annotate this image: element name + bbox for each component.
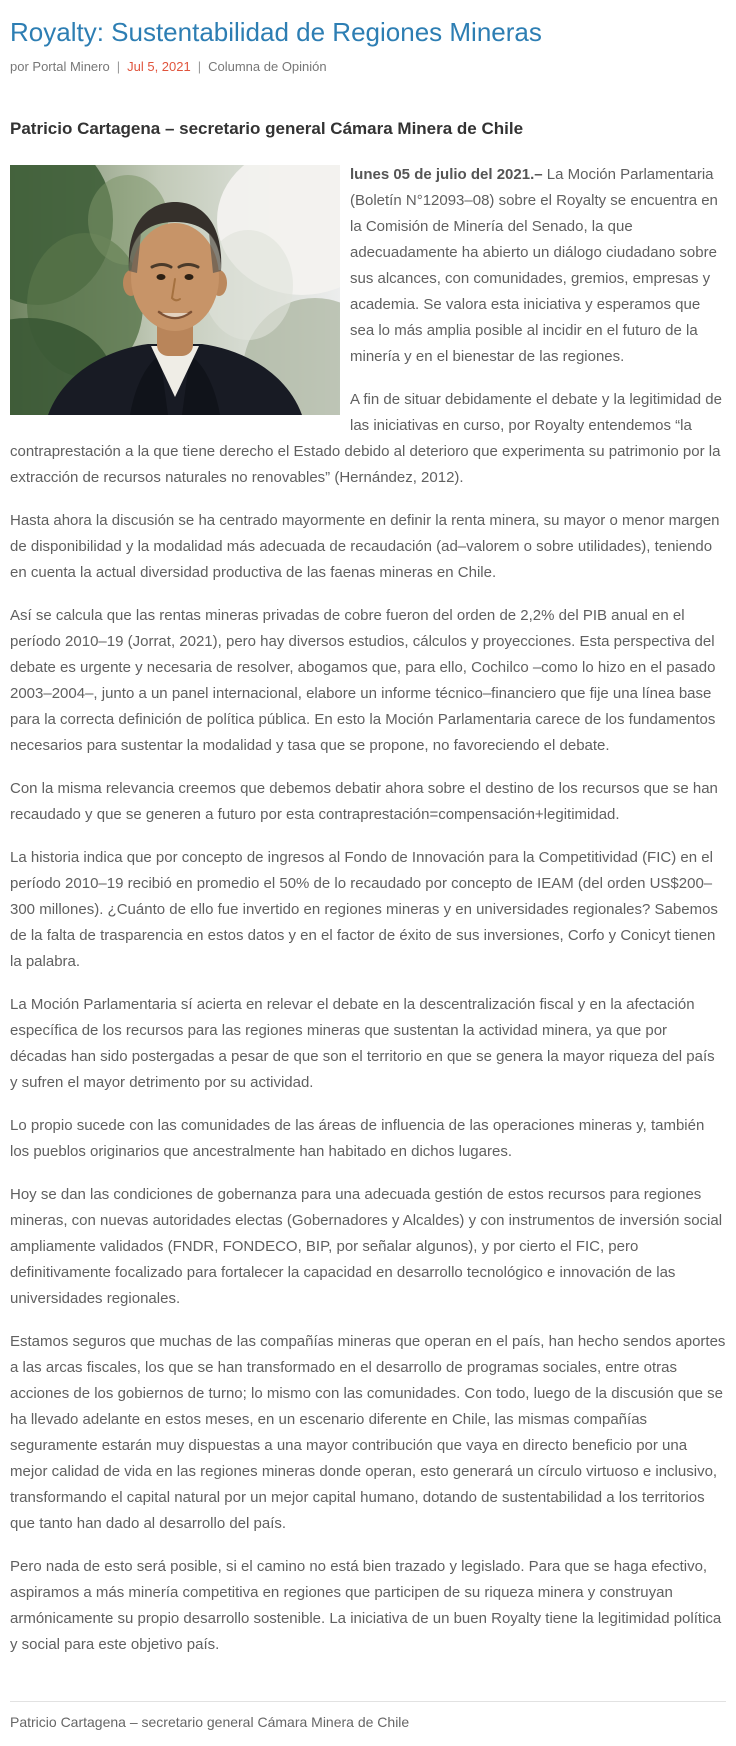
byline-author-prefix: por <box>10 58 33 74</box>
paragraph: Lo propio sucede con las comunidades de las áreas de influencia de las operaciones mineras y, también los pueblos originarios que ancestralmente han habitado en dichos lugares. <box>10 1116 705 1160</box>
byline-category-link[interactable]: Columna de Opinión <box>208 58 327 74</box>
intro-date-lead: lunes 05 de julio del 2021.– <box>350 165 543 183</box>
article-body <box>10 162 726 1675</box>
paragraph: Pero nada de esto será posible, si el camino no está bien trazado y legislado. Para que se haga efectivo, aspiramos a más minería competitiva en regiones que participen de su riqueza minera y construyan armónicamente su propio desarrollo sostenible. La iniciativa de un buen Royalty tiene la legitimidad política y social para este objetivo país. <box>10 1557 722 1653</box>
paragraph: La historia indica que por concepto de ingresos al Fondo de Innovación para la Competitividad (FIC) en el período 2010–19 recibió en promedio el 50% de lo recaudado por concepto de IEAM (del orden US$200–300 millones). ¿Cuánto de ello fue invertido en regiones mineras y en universidades regionales? Sabemos de la falta de trasparencia en estos datos y en el factor de éxito de sus inversiones, Corfo y Conicyt tienen la palabra. <box>10 848 718 970</box>
intro-text: La Moción Parlamentaria (Boletín N°12093–08) sobre el Royalty se encuentra en la Comisión de Minería del Senado, la que adecuadamente ha abierto un diálogo ciudadano sobre sus alcances, con comunidades, gremios, empresas y academia. Se valora esta iniciativa y esperamos que sea lo más amplia posible al incidir en el futuro de la minería y en el bienestar de las regiones. <box>350 165 718 365</box>
page-title: Royalty: Sustentabilidad de Regiones Mineras <box>10 17 542 47</box>
byline-author-link[interactable]: Portal Minero <box>32 58 110 74</box>
portrait-photo-graphic <box>10 165 340 415</box>
paragraph: Con la misma relevancia creemos que debemos debatir ahora sobre el destino de los recursos que se han recaudado y que se generen a futuro por esta contraprestación=compensación+legitimidad. <box>10 779 718 823</box>
byline <box>10 59 726 74</box>
paragraph: Hasta ahora la discusión se ha centrado mayormente en definir la renta minera, su mayor o menor margen de disponibilidad y la modalidad más adecuada de recaudación (ad–valorem o sobre utilidades), teniendo en cuenta la actual diversidad productiva de las faenas mineras en Chile. <box>10 511 720 581</box>
article-subheading: Patricio Cartagena – secretario general Cámara Minera de Chile <box>10 118 524 138</box>
article-footer: Patricio Cartagena – secretario general Cámara Minera de Chile <box>10 1713 410 1730</box>
paragraph: Así se calcula que las rentas mineras privadas de cobre fueron del orden de 2,2% del PIB anual en el período 2010–19 (Jorrat, 2021), pero hay diversos estudios, cálculos y proyecciones. Esta perspectiva del debate es urgente y necesaria de resolver, abogamos que, para ello, Cochilco –como lo hizo en el pasado 2003–2004–, junto a un panel internacional, elabore un informe técnico–financiero que fije una línea base para la correcta definición de política pública. En esto la Moción Parlamentaria carece de los fundamentos necesarios para sustentar la modalidad y tasa que se propone, no favoreciendo el debate. <box>10 606 716 754</box>
byline-separator: | <box>116 58 121 74</box>
paragraph: Hoy se dan las condiciones de gobernanza para una adecuada gestión de estos recursos para regiones mineras, con nuevas autoridades electas (Gobernadores y Alcaldes) y con instrumentos de inversión social ampliamente validados (FNDR, FONDECO, BIP, por señalar algunos), y por cierto el FIC, pero definitivamente focalizado para fortalecer la capacidad en desarrollo tecnológico e innovación de las universidades regionales. <box>10 1185 723 1307</box>
paragraph: La Moción Parlamentaria sí acierta en relevar el debate en la descentralización fiscal y en la afectación específica de los recursos para las regiones mineras que sustentan la actividad minera, ya que por décadas han sido postergadas a pesar de que son el territorio en que se genera la mayor riqueza del país y sufren el mayor detrimento por su actividad. <box>10 995 715 1091</box>
byline-date: Jul 5, 2021 <box>127 58 191 74</box>
author-photo <box>10 165 340 415</box>
paragraph: Estamos seguros que muchas de las compañías mineras que operan en el país, han hecho sendos aportes a las arcas fiscales, los que se han transformado en el desarrollo de programas sociales, entre otras acciones de los gobiernos de turno; lo mismo con las comunidades. Con todo, luego de la discusión que se ha llevado adelante en estos meses, en un escenario diferente en Chile, las mismas compañías seguramente estarán muy dispuestas a una mayor contribución que vaya en directo beneficio por una mejor calidad de vida en las regiones mineras donde operan, esto generará un círculo virtuoso e inclusivo, transformando el capital natural por un mejor capital humano, dotando de sustentabilidad a los territorios que tanto han dado al desarrollo del país. <box>10 1332 726 1532</box>
paragraph: A fin de situar debidamente el debate y la legitimidad de las iniciativas en curso, por Royalty entendemos “la contraprestación a la que tiene derecho el Estado debido al deterioro que experimenta su patrimonio por la extracción de recursos naturales no renovables” (Hernández, 2012). <box>10 390 722 486</box>
byline-separator: | <box>197 58 202 74</box>
